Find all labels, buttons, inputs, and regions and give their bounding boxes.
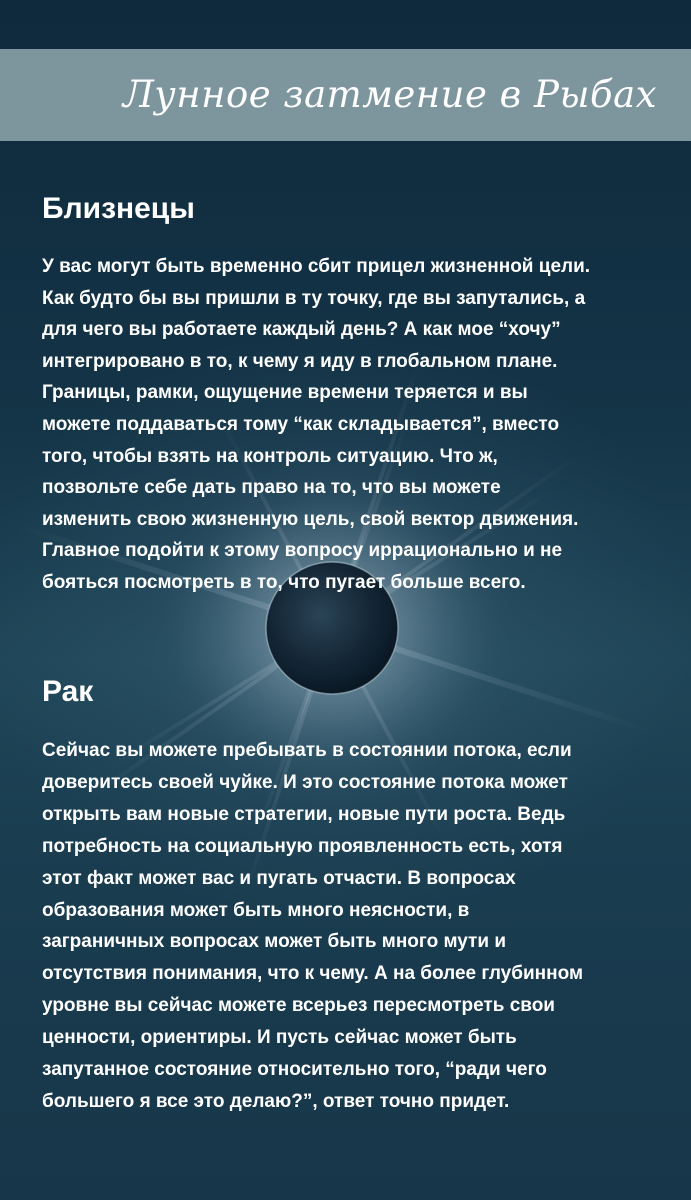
section-text-gemini	[42, 251, 672, 599]
text-line: Как будто бы вы пришли в ту точку, где вы запутались, а	[42, 287, 586, 309]
text-line: Сейчас вы можете пребывать в состоянии потока, если	[42, 740, 572, 761]
text-line: потребность на социальную проявленность есть, хотя	[42, 835, 563, 857]
text-line: для чего вы работаете каждый день? А как мое “хочу”	[42, 319, 561, 341]
text-line: Главное подойти к этому вопросу иррационально и не	[42, 540, 563, 562]
title-banner	[0, 49, 691, 141]
text-line: образования может быть много неясности, в	[42, 899, 470, 921]
text-line: изменить свою жизненную цель, свой вектор движения.	[42, 508, 579, 530]
text-line: бояться посмотреть в то, что пугает больше всего.	[42, 571, 526, 593]
text-line: позвольте себе дать право на то, что вы можете	[42, 477, 501, 499]
text-line: интегрировано в то, к чему я иду в глобальном плане.	[42, 350, 558, 372]
text-line: запутанное состояние относительно того, “ради чего	[42, 1059, 547, 1081]
text-line: У вас могут быть временно сбит прицел жизненной цели.	[42, 256, 591, 277]
section-text-cancer	[42, 735, 672, 1118]
text-line: открыть вам новые стратегии, новые пути роста. Ведь	[42, 803, 566, 825]
text-line: доверитесь своей чуйке. И это состояние потока может	[42, 771, 568, 793]
text-line: отсутствия понимания, что к чему. А на более глубинном	[42, 963, 584, 985]
section-title-gemini: Близнецы	[42, 192, 195, 225]
text-line: того, чтобы взять на контроль ситуацию. Что ж,	[42, 445, 498, 467]
section-title-cancer: Рак	[42, 675, 94, 708]
text-line: большего я все это делаю?”, ответ точно придет.	[42, 1090, 510, 1112]
text-line: заграничных вопросах может быть много мути и	[42, 931, 507, 953]
banner-title: Лунное затмение в Рыбах	[122, 73, 657, 116]
text-line: Границы, рамки, ощущение времени теряется и вы	[42, 382, 528, 404]
text-line: ценности, ориентиры. И пусть сейчас может быть	[42, 1027, 517, 1049]
text-line: уровне вы сейчас можете всерьез пересмотреть свои	[42, 995, 555, 1017]
text-line: можете поддаваться тому “как складывается”, вместо	[42, 413, 560, 435]
text-line: этот факт может вас и пугать отчасти. В вопросах	[42, 867, 516, 889]
